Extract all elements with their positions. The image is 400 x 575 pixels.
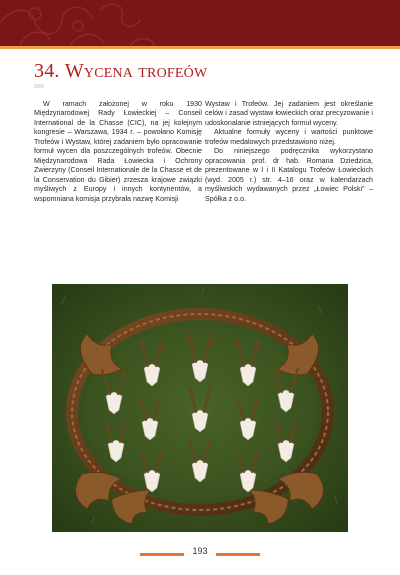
- footer-rule-left: [140, 553, 184, 556]
- trophy-photo: [52, 284, 348, 532]
- paragraph: Do niniejszego podręcznika wykorzystano opracowania prof. dr hab. Romana Dziedzica, prezentowane w I i II Katalogu Trofeów Łowieckich (wyd. 2005 r.) str. 4–16 oraz w kalendarzach myśliwskich wydawanych przez „Łowiec Polski” – Spółka z o.o.: [205, 147, 373, 203]
- chapter-title-text: Wycena trofeów: [64, 60, 208, 82]
- paragraph: Wystaw i Trofeów. Jej zadaniem jest określanie celów i zasad wystaw łowieckich oraz precyzowanie i udoskonalanie istniejących formuł wyceny.: [205, 100, 373, 127]
- trophy-arrangement-image: [52, 284, 348, 532]
- chapter-title: [34, 60, 207, 83]
- title-underline-mark: [34, 84, 44, 88]
- ornament-icon: [0, 0, 400, 46]
- left-text-column: [34, 100, 202, 204]
- paragraph: W ramach założonej w roku 1930 Międzynarodowej Rady Łowieckiej – Conseil International de la Chasse (CIC), na jej kolejnym kongresie – Warszawa, 1934 r. – powołano Komisję Trofeów i Wystaw, której zadaniem było opracowanie formuł wycen dla poszczególnych trofeów. Obecnie Międzynarodowa Rada Łowiecka i Ochrony Zwierzyny (Conseil Internationale de la Chasse et de la Conservation du Gibier) zrzesza krajowe związki myśliwych z Europy i innych kontynentów, a wspomniana komisja przybrała nazwę Komisji: [34, 100, 202, 203]
- page-header-band: [0, 0, 400, 46]
- header-accent-stripe: [0, 46, 400, 49]
- footer-rule-right: [216, 553, 260, 556]
- chapter-number: 34.: [34, 60, 60, 82]
- right-text-column: [205, 100, 373, 204]
- paragraph: Aktualne formuły wyceny i wartości punktowe trofeów medalowych przedstawiono niżej.: [205, 128, 373, 146]
- page-number: 193: [192, 546, 208, 556]
